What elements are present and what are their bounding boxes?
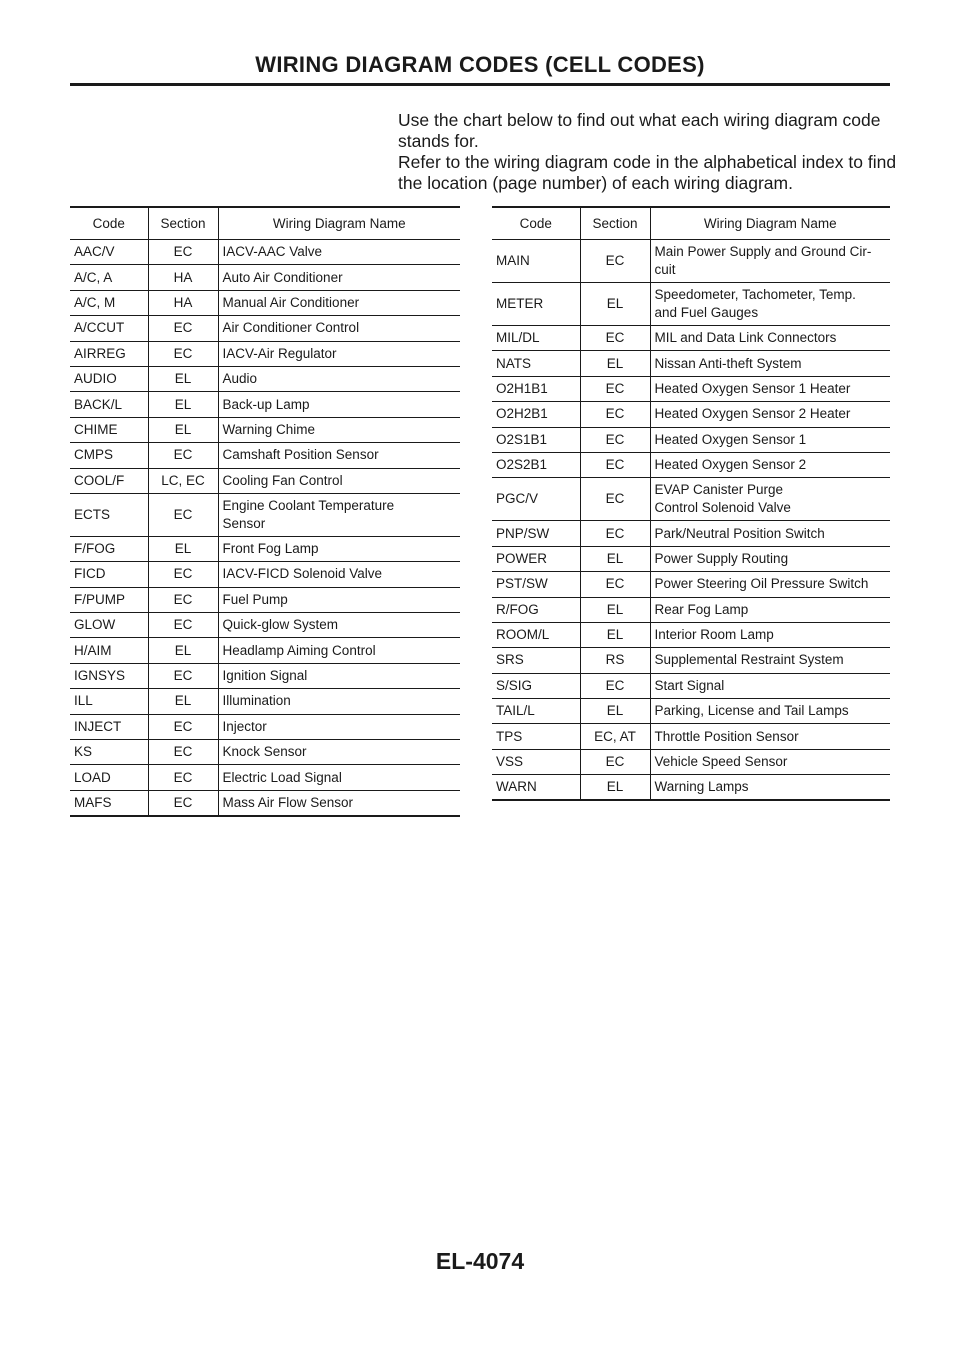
table-row bbox=[70, 468, 460, 493]
table-row bbox=[492, 427, 890, 452]
row-code: MAFS bbox=[70, 790, 148, 816]
row-section: EC bbox=[580, 452, 650, 477]
row-code: S/SIG bbox=[492, 673, 580, 698]
table-row bbox=[70, 265, 460, 290]
row-section: EC bbox=[148, 341, 218, 366]
row-diagram-name: Headlamp Aiming Control bbox=[218, 638, 460, 663]
row-code: ROOM/L bbox=[492, 622, 580, 647]
row-section: EL bbox=[148, 366, 218, 391]
row-diagram-name: MIL and Data Link Connectors bbox=[650, 326, 890, 351]
table-row bbox=[70, 613, 460, 638]
row-code: TAIL/L bbox=[492, 699, 580, 724]
table-row bbox=[492, 724, 890, 749]
row-code: IGNSYS bbox=[70, 663, 148, 688]
table-row bbox=[70, 290, 460, 315]
table-row bbox=[70, 638, 460, 663]
table-row bbox=[492, 622, 890, 647]
row-section: EL bbox=[580, 546, 650, 571]
row-code: COOL/F bbox=[70, 468, 148, 493]
row-code: NATS bbox=[492, 351, 580, 376]
table-row bbox=[492, 775, 890, 801]
row-section: EL bbox=[148, 536, 218, 561]
row-diagram-name: Heated Oxygen Sensor 1 bbox=[650, 427, 890, 452]
column-header-code: Code bbox=[70, 207, 148, 240]
table-row bbox=[70, 714, 460, 739]
row-section: HA bbox=[148, 265, 218, 290]
row-code: TPS bbox=[492, 724, 580, 749]
row-code: INJECT bbox=[70, 714, 148, 739]
row-code: O2H2B1 bbox=[492, 402, 580, 427]
row-section: EC bbox=[580, 427, 650, 452]
row-diagram-name: Start Signal bbox=[650, 673, 890, 698]
row-section: EL bbox=[148, 417, 218, 442]
row-code: O2H1B1 bbox=[492, 376, 580, 401]
row-section: RS bbox=[580, 648, 650, 673]
row-section: EL bbox=[580, 351, 650, 376]
codes-table-left bbox=[70, 206, 460, 817]
row-diagram-name: IACV-Air Regulator bbox=[218, 341, 460, 366]
row-code: VSS bbox=[492, 749, 580, 774]
row-code: ECTS bbox=[70, 493, 148, 536]
row-code: AUDIO bbox=[70, 366, 148, 391]
row-diagram-name: Quick-glow System bbox=[218, 613, 460, 638]
row-diagram-name: Warning Chime bbox=[218, 417, 460, 442]
column-header-code: Code bbox=[492, 207, 580, 240]
row-diagram-name: Main Power Supply and Ground Cir- cuit bbox=[650, 240, 890, 283]
row-section: EC bbox=[148, 443, 218, 468]
page-title: WIRING DIAGRAM CODES (CELL CODES) bbox=[255, 52, 705, 77]
row-section: EC, AT bbox=[580, 724, 650, 749]
row-section: EC bbox=[148, 493, 218, 536]
table-header-row bbox=[492, 207, 890, 240]
table-row bbox=[70, 392, 460, 417]
row-code: SRS bbox=[492, 648, 580, 673]
table-row bbox=[492, 402, 890, 427]
row-code: O2S2B1 bbox=[492, 452, 580, 477]
table-row bbox=[492, 240, 890, 283]
table-row bbox=[70, 663, 460, 688]
row-diagram-name: Power Steering Oil Pressure Switch bbox=[650, 572, 890, 597]
row-diagram-name: Supplemental Restraint System bbox=[650, 648, 890, 673]
row-diagram-name: Heated Oxygen Sensor 2 bbox=[650, 452, 890, 477]
row-code: MIL/DL bbox=[492, 326, 580, 351]
table-row bbox=[492, 546, 890, 571]
table-row bbox=[492, 699, 890, 724]
row-code: MAIN bbox=[492, 240, 580, 283]
row-section: EC bbox=[148, 663, 218, 688]
row-code: BACK/L bbox=[70, 392, 148, 417]
row-code: LOAD bbox=[70, 765, 148, 790]
row-section: EL bbox=[580, 283, 650, 326]
row-diagram-name: Parking, License and Tail Lamps bbox=[650, 699, 890, 724]
row-diagram-name: Illumination bbox=[218, 689, 460, 714]
table-row bbox=[70, 443, 460, 468]
row-diagram-name: Nissan Anti-theft System bbox=[650, 351, 890, 376]
row-diagram-name: Warning Lamps bbox=[650, 775, 890, 801]
table-row bbox=[70, 790, 460, 816]
table-row bbox=[492, 648, 890, 673]
row-section: EC bbox=[148, 765, 218, 790]
row-section: EL bbox=[580, 699, 650, 724]
row-code: PNP/SW bbox=[492, 521, 580, 546]
row-diagram-name: Fuel Pump bbox=[218, 587, 460, 612]
row-diagram-name: Manual Air Conditioner bbox=[218, 290, 460, 315]
row-section: EC bbox=[580, 478, 650, 521]
row-code: A/CCUT bbox=[70, 316, 148, 341]
table-header-row bbox=[70, 207, 460, 240]
row-diagram-name: Cooling Fan Control bbox=[218, 468, 460, 493]
column-header-name: Wiring Diagram Name bbox=[218, 207, 460, 240]
row-diagram-name: Throttle Position Sensor bbox=[650, 724, 890, 749]
codes-table-right bbox=[492, 206, 890, 801]
row-section: EL bbox=[580, 775, 650, 801]
row-diagram-name: Power Supply Routing bbox=[650, 546, 890, 571]
row-diagram-name: Vehicle Speed Sensor bbox=[650, 749, 890, 774]
table-row bbox=[70, 240, 460, 265]
intro-line: stands for. bbox=[398, 131, 479, 151]
title-rule bbox=[70, 83, 890, 86]
row-diagram-name: Back-up Lamp bbox=[218, 392, 460, 417]
row-diagram-name: Mass Air Flow Sensor bbox=[218, 790, 460, 816]
row-diagram-name: Engine Coolant Temperature Sensor bbox=[218, 493, 460, 536]
table-row bbox=[70, 536, 460, 561]
row-diagram-name: Electric Load Signal bbox=[218, 765, 460, 790]
row-diagram-name: Ignition Signal bbox=[218, 663, 460, 688]
row-code: POWER bbox=[492, 546, 580, 571]
row-section: EL bbox=[148, 392, 218, 417]
table-row bbox=[492, 521, 890, 546]
row-code: PGC/V bbox=[492, 478, 580, 521]
row-section: EL bbox=[148, 638, 218, 663]
row-diagram-name: Front Fog Lamp bbox=[218, 536, 460, 561]
row-diagram-name: Camshaft Position Sensor bbox=[218, 443, 460, 468]
row-diagram-name: Heated Oxygen Sensor 2 Heater bbox=[650, 402, 890, 427]
table-row bbox=[70, 493, 460, 536]
table-row bbox=[492, 452, 890, 477]
row-diagram-name: Park/Neutral Position Switch bbox=[650, 521, 890, 546]
table-row bbox=[492, 283, 890, 326]
table-row bbox=[492, 326, 890, 351]
row-code: FICD bbox=[70, 562, 148, 587]
row-code: F/PUMP bbox=[70, 587, 148, 612]
row-section: EC bbox=[580, 240, 650, 283]
row-diagram-name: EVAP Canister Purge Control Solenoid Valve bbox=[650, 478, 890, 521]
table-row bbox=[70, 562, 460, 587]
row-code: CHIME bbox=[70, 417, 148, 442]
row-section: EC bbox=[580, 326, 650, 351]
row-code: AAC/V bbox=[70, 240, 148, 265]
row-code: R/FOG bbox=[492, 597, 580, 622]
table-row bbox=[492, 673, 890, 698]
row-code: ILL bbox=[70, 689, 148, 714]
row-section: EC bbox=[148, 587, 218, 612]
row-code: WARN bbox=[492, 775, 580, 801]
intro-line: the location (page number) of each wiring diagram. bbox=[398, 173, 793, 193]
table-row bbox=[70, 417, 460, 442]
row-section: EC bbox=[580, 572, 650, 597]
row-section: EC bbox=[580, 673, 650, 698]
row-diagram-name: Auto Air Conditioner bbox=[218, 265, 460, 290]
table-row bbox=[492, 478, 890, 521]
row-section: EC bbox=[148, 240, 218, 265]
row-section: HA bbox=[148, 290, 218, 315]
table-row bbox=[70, 765, 460, 790]
row-code: KS bbox=[70, 740, 148, 765]
row-section: EC bbox=[148, 714, 218, 739]
row-diagram-name: Interior Room Lamp bbox=[650, 622, 890, 647]
row-diagram-name: Speedometer, Tachometer, Temp. and Fuel Gauges bbox=[650, 283, 890, 326]
intro-text bbox=[398, 110, 898, 194]
row-section: EC bbox=[580, 402, 650, 427]
row-section: EL bbox=[580, 622, 650, 647]
row-section: EC bbox=[148, 790, 218, 816]
row-section: EL bbox=[580, 597, 650, 622]
intro-line: Refer to the wiring diagram code in the alphabetical index to find bbox=[398, 152, 897, 172]
table-row bbox=[70, 689, 460, 714]
row-diagram-name: Heated Oxygen Sensor 1 Heater bbox=[650, 376, 890, 401]
table-row bbox=[492, 572, 890, 597]
row-code: PST/SW bbox=[492, 572, 580, 597]
table-row bbox=[492, 597, 890, 622]
row-diagram-name: Knock Sensor bbox=[218, 740, 460, 765]
row-code: H/AIM bbox=[70, 638, 148, 663]
table-row bbox=[492, 351, 890, 376]
table-row bbox=[70, 587, 460, 612]
row-code: F/FOG bbox=[70, 536, 148, 561]
table-row bbox=[70, 740, 460, 765]
column-header-section: Section bbox=[580, 207, 650, 240]
intro-line: Use the chart below to find out what each wiring diagram code bbox=[398, 110, 881, 130]
page-number: EL-4074 bbox=[435, 1248, 525, 1274]
row-code: A/C, A bbox=[70, 265, 148, 290]
row-section: LC, EC bbox=[148, 468, 218, 493]
row-section: EC bbox=[580, 521, 650, 546]
column-header-section: Section bbox=[148, 207, 218, 240]
row-diagram-name: Audio bbox=[218, 366, 460, 391]
row-diagram-name: IACV-AAC Valve bbox=[218, 240, 460, 265]
row-section: EC bbox=[580, 376, 650, 401]
row-section: EC bbox=[580, 749, 650, 774]
row-code: CMPS bbox=[70, 443, 148, 468]
row-section: EC bbox=[148, 562, 218, 587]
row-section: EC bbox=[148, 740, 218, 765]
row-diagram-name: Air Conditioner Control bbox=[218, 316, 460, 341]
row-code: A/C, M bbox=[70, 290, 148, 315]
row-code: METER bbox=[492, 283, 580, 326]
row-section: EL bbox=[148, 689, 218, 714]
row-section: EC bbox=[148, 613, 218, 638]
table-row bbox=[492, 749, 890, 774]
table-row bbox=[70, 366, 460, 391]
row-code: GLOW bbox=[70, 613, 148, 638]
table-row bbox=[70, 316, 460, 341]
row-diagram-name: Injector bbox=[218, 714, 460, 739]
column-header-name: Wiring Diagram Name bbox=[650, 207, 890, 240]
row-code: AIRREG bbox=[70, 341, 148, 366]
row-diagram-name: Rear Fog Lamp bbox=[650, 597, 890, 622]
table-row bbox=[492, 376, 890, 401]
table-row bbox=[70, 341, 460, 366]
row-diagram-name: IACV-FICD Solenoid Valve bbox=[218, 562, 460, 587]
row-code: O2S1B1 bbox=[492, 427, 580, 452]
row-section: EC bbox=[148, 316, 218, 341]
